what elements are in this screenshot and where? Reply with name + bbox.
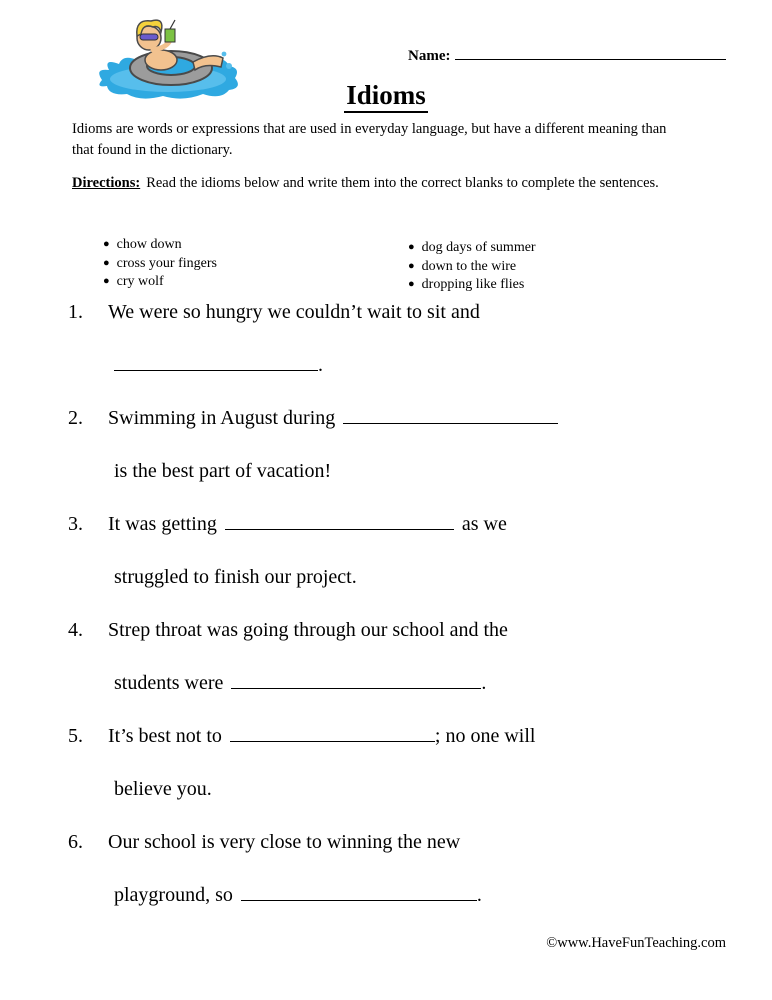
word-bank-item: ● cross your fingers (103, 255, 217, 271)
question-number: 3. (68, 513, 83, 535)
answer-blank (114, 370, 318, 371)
question-text: Strep throat was going through our school and the (108, 619, 508, 641)
question-text: struggled to finish our project. (114, 566, 357, 588)
question-text: It’s best not to (108, 725, 222, 747)
question-text: . (481, 672, 487, 694)
page-title: Idioms (0, 80, 772, 111)
question-number: 4. (68, 619, 83, 641)
question-4 (68, 604, 736, 710)
question-text: as we (461, 513, 507, 535)
bullet-icon: ● (103, 238, 110, 250)
question-text: believe you. (114, 778, 212, 800)
question-1 (68, 286, 736, 392)
question-text: students were (114, 672, 224, 694)
answer-blank (241, 900, 477, 901)
intro-paragraph: Idioms are words or expressions that are used in everyday language, but have a different meaning than that found in the dictionary. (72, 121, 667, 158)
word-bank-item: ● dog days of summer (408, 240, 536, 255)
question-number: 6. (68, 831, 83, 853)
directions-label: Directions: (72, 175, 141, 191)
question-3 (68, 498, 736, 604)
question-6 (68, 816, 736, 922)
bullet-icon: ● (103, 275, 110, 287)
question-number: 2. (68, 407, 83, 429)
word-bank-item: ● dropping like flies (408, 277, 525, 292)
copyright-footer: ©www.HaveFunTeaching.com (546, 935, 726, 951)
question-text: We were so hungry we couldn’t wait to sit and (108, 301, 480, 323)
questions-list (68, 286, 736, 922)
answer-blank (343, 423, 558, 424)
question-text: Swimming in August during (108, 407, 336, 429)
bullet-icon: ● (408, 278, 415, 290)
question-text: playground, so (114, 884, 233, 906)
question-text: It was getting (108, 513, 217, 535)
name-blank-line (455, 46, 726, 60)
question-text: . (318, 354, 323, 376)
directions-text: Read the idioms below and write them into the correct blanks to complete the sentences. (146, 175, 659, 191)
bullet-icon: ● (408, 241, 415, 253)
word-bank-left-column (103, 236, 217, 292)
word-bank-item: ● chow down (103, 237, 182, 252)
bullet-icon: ● (408, 259, 415, 272)
directions-paragraph (72, 173, 672, 194)
question-number: 1. (68, 301, 83, 323)
word-bank-item: ● cry wolf (103, 274, 164, 289)
question-2 (68, 392, 736, 498)
question-text: . (476, 884, 482, 906)
question-text: is the best part of vacation! (114, 460, 332, 482)
name-field-row (408, 46, 726, 65)
answer-blank (231, 688, 481, 689)
answer-blank (225, 529, 454, 530)
answer-blank (230, 741, 435, 742)
name-label: Name: (408, 48, 451, 64)
question-text: Our school is very close to winning the new (108, 831, 461, 853)
question-text: ; no one will (434, 725, 536, 747)
question-5 (68, 710, 736, 816)
bullet-icon: ● (103, 256, 110, 269)
question-number: 5. (68, 725, 83, 747)
word-bank-item: ● down to the wire (408, 258, 517, 274)
